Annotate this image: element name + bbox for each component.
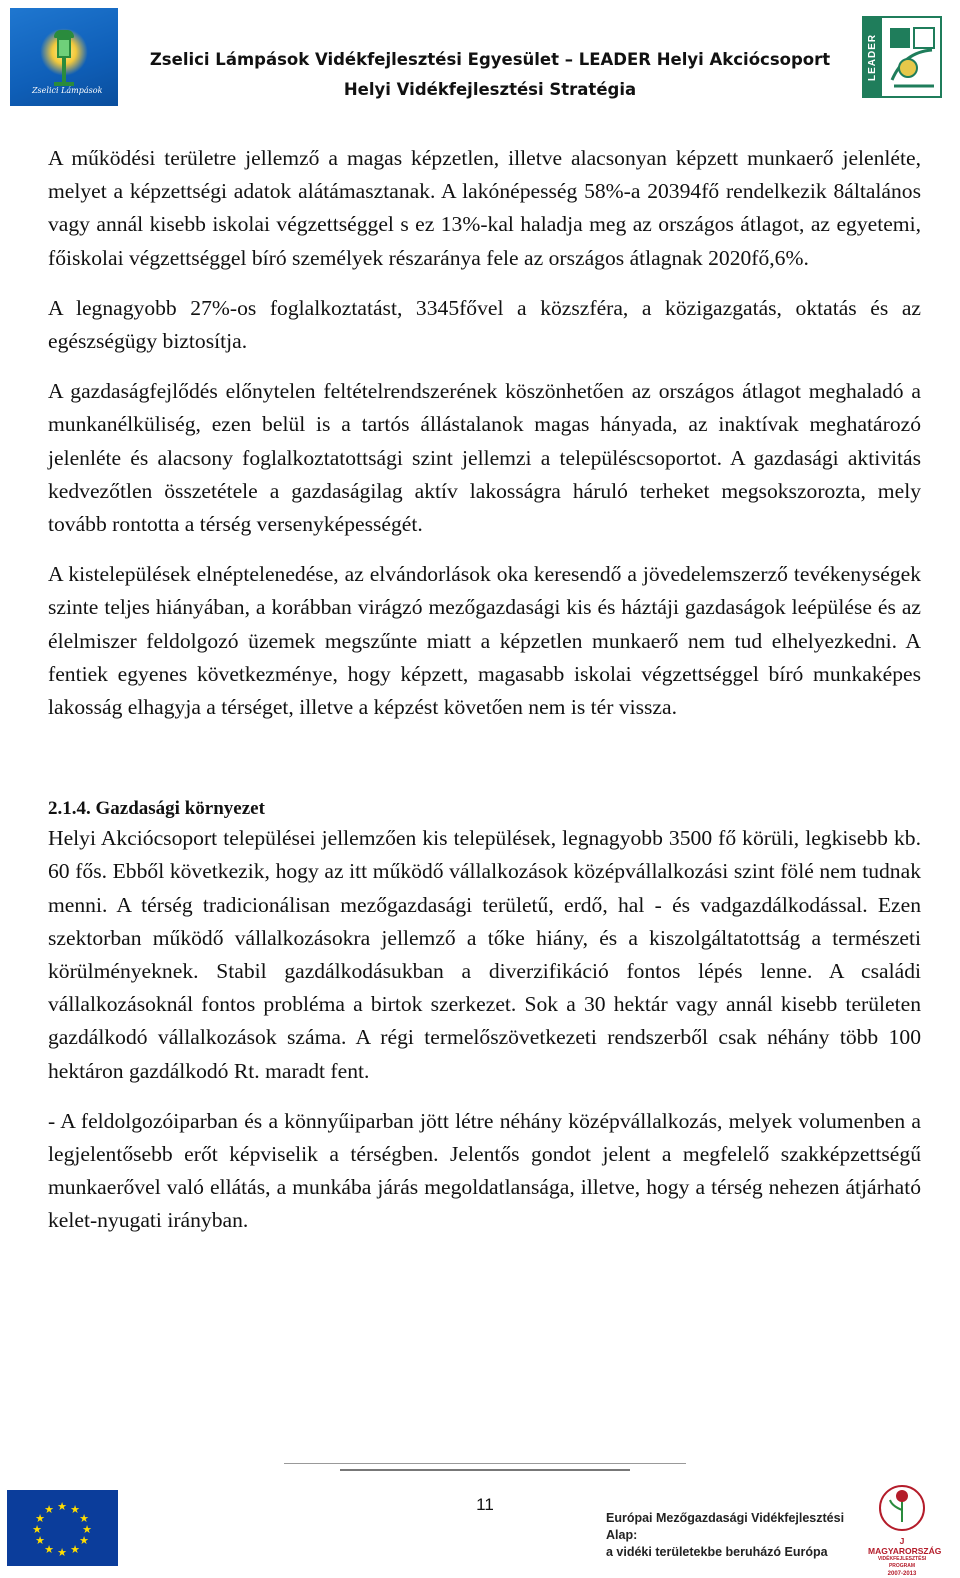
svg-text:★: ★ (70, 1503, 80, 1516)
paragraph: A működési területre jellemző a magas képzetlen, illetve alacsonyan képzett munkaerő jelenléte, melyet a képzettségi adatok alátámasztanak. A lakónépesség 58%-a 20394fő rendelkezik 8általános vagy annál kisebb iskolai végzettséggel s ez 13%-kal haladja meg az országos átlagot, az egyetemi, főiskolai végzettséggel bíró személyek részaránya fele az országos átlagnak 2020fő,6%. (48, 146, 921, 270)
svg-text:★: ★ (70, 1543, 80, 1556)
svg-text:★: ★ (57, 1546, 67, 1559)
svg-text:★: ★ (44, 1503, 54, 1516)
eu-flag-icon (7, 1490, 118, 1566)
program-logo-line2: VIDÉKFEJLESZTÉSI PROGRAM (877, 1556, 927, 1569)
hungary-rural-program-logo-icon (868, 1482, 942, 1577)
header-title: Zselici Lámpások Vidékfejlesztési Egyesület – LEADER Helyi Akciócsoport (149, 50, 831, 69)
svg-text:★: ★ (79, 1512, 89, 1525)
leader-logo-icon (862, 16, 942, 98)
svg-text:★: ★ (32, 1523, 42, 1536)
paragraph: A legnagyobb 27%-os foglalkoztatást, 3345fővel a közszféra, a közigazgatás, oktatás és az egészségügy biztosítja. (48, 295, 921, 354)
svg-text:★: ★ (35, 1534, 45, 1547)
program-logo-line3: 2007-2013 (887, 1571, 917, 1577)
program-logo-line1: J MAGYARORSZÁG (868, 1536, 942, 1556)
svg-text:★: ★ (82, 1523, 92, 1536)
header-subtitle: Helyi Vidékfejlesztési Stratégia (343, 80, 637, 99)
fund-caption (606, 1510, 876, 1561)
paragraph: - A feldolgozóiparban és a könnyűiparban jött létre néhány középvállalkozás, melyek volumenben a legjelentősebb erőt képviselik a térségben. Jelentős gondot jelent a megfelelő szakképzettségű munkaerővel való ellátás, a munkába járás megoldatlansága, illetve, hogy a térség nehezen átjárható kelet-nyugati irányban. (48, 1108, 921, 1233)
page-number: 11 (476, 1495, 494, 1514)
section-heading: 2.1.4. Gazdasági környezet (48, 798, 265, 820)
paragraph: Helyi Akciócsoport települései jellemzően kis települések, legnagyobb 3500 fő körüli, legkisebb kb. 60 fős. Ebből következik, hogy az itt működő vállalkozások középvállalkozási szint fölé nem tudnak menni. A térség tradicionálisan mezőgazdasági területű, erdő, hal - és vadgazdálkodással. Ezen szektorban működő vállalkozásokra jellemző a tőke hiány, és a kiszolgáltatottság a természeti körülményeknek. Stabil gazdálkodásukban a diverzifikáció fontos lépés lenne. A családi vállalkozásoknál fontos probléma a birtok szerkezet. Sok a 30 hektár vagy annál kisebb területen gazdálkodó vállalkozások száma. A régi termelőszövetkezeti rendszerből csak néhány több 100 hektáron gazdálkodó Rt. maradt fent. (48, 826, 921, 1083)
left-logo-text: Zselici Lámpások (32, 86, 103, 95)
paragraph: A kistelepülések elnéptelenedése, az elvándorlások oka keresendő a jövedelemszerző tevékenységek szinte teljes hiányában, a korábban virágzó mezőgazdasági kis és háztáji gazdaságok leépülése és az élelmiszer feldolgozó üzemek megszűnte miatt a képzetlen munkaerő nem tud elhelyezkedni. A fentiek egyenes következménye, hogy képzett, magasabb iskolai végzettséggel bíró munkaképes lakosság elhagyja a térséget, illetve a képzést követően nem is tér vissza. (48, 562, 921, 720)
svg-text:★: ★ (44, 1543, 54, 1556)
footer-divider (340, 1469, 630, 1471)
fund-caption-line1: Európai Mezőgazdasági Vidékfejlesztési Alap: (606, 1511, 845, 1542)
document-body (48, 142, 921, 1255)
paragraph: A gazdaságfejlődés előnytelen feltételrendszerének köszönhetően az országos átlagot meghaladó a munkanélküliség, ezen belül is a tartós állástalanok magas hányada, az inaktívak meghatározó jelenléte és alacsony foglalkoztatottsági szint jellemzi a településcsoportot. A gazdasági aktivitás kedvezőtlen összetétele a gazdaságilag aktív lakosságra háruló terheket megsokszorozta, mely tovább rontotta a térség versenyképességét. (48, 379, 921, 537)
fund-caption-line2: a vidéki területekbe beruházó Európa (606, 1545, 828, 1559)
lamp-logo-icon (10, 8, 118, 106)
svg-text:★: ★ (79, 1534, 89, 1547)
svg-text:★: ★ (57, 1500, 67, 1513)
page-header (0, 0, 960, 120)
leader-logo-text: LEADER (864, 18, 882, 96)
leader-emblem-icon (884, 22, 940, 92)
svg-text:★: ★ (35, 1512, 45, 1525)
footer-divider (284, 1463, 686, 1464)
